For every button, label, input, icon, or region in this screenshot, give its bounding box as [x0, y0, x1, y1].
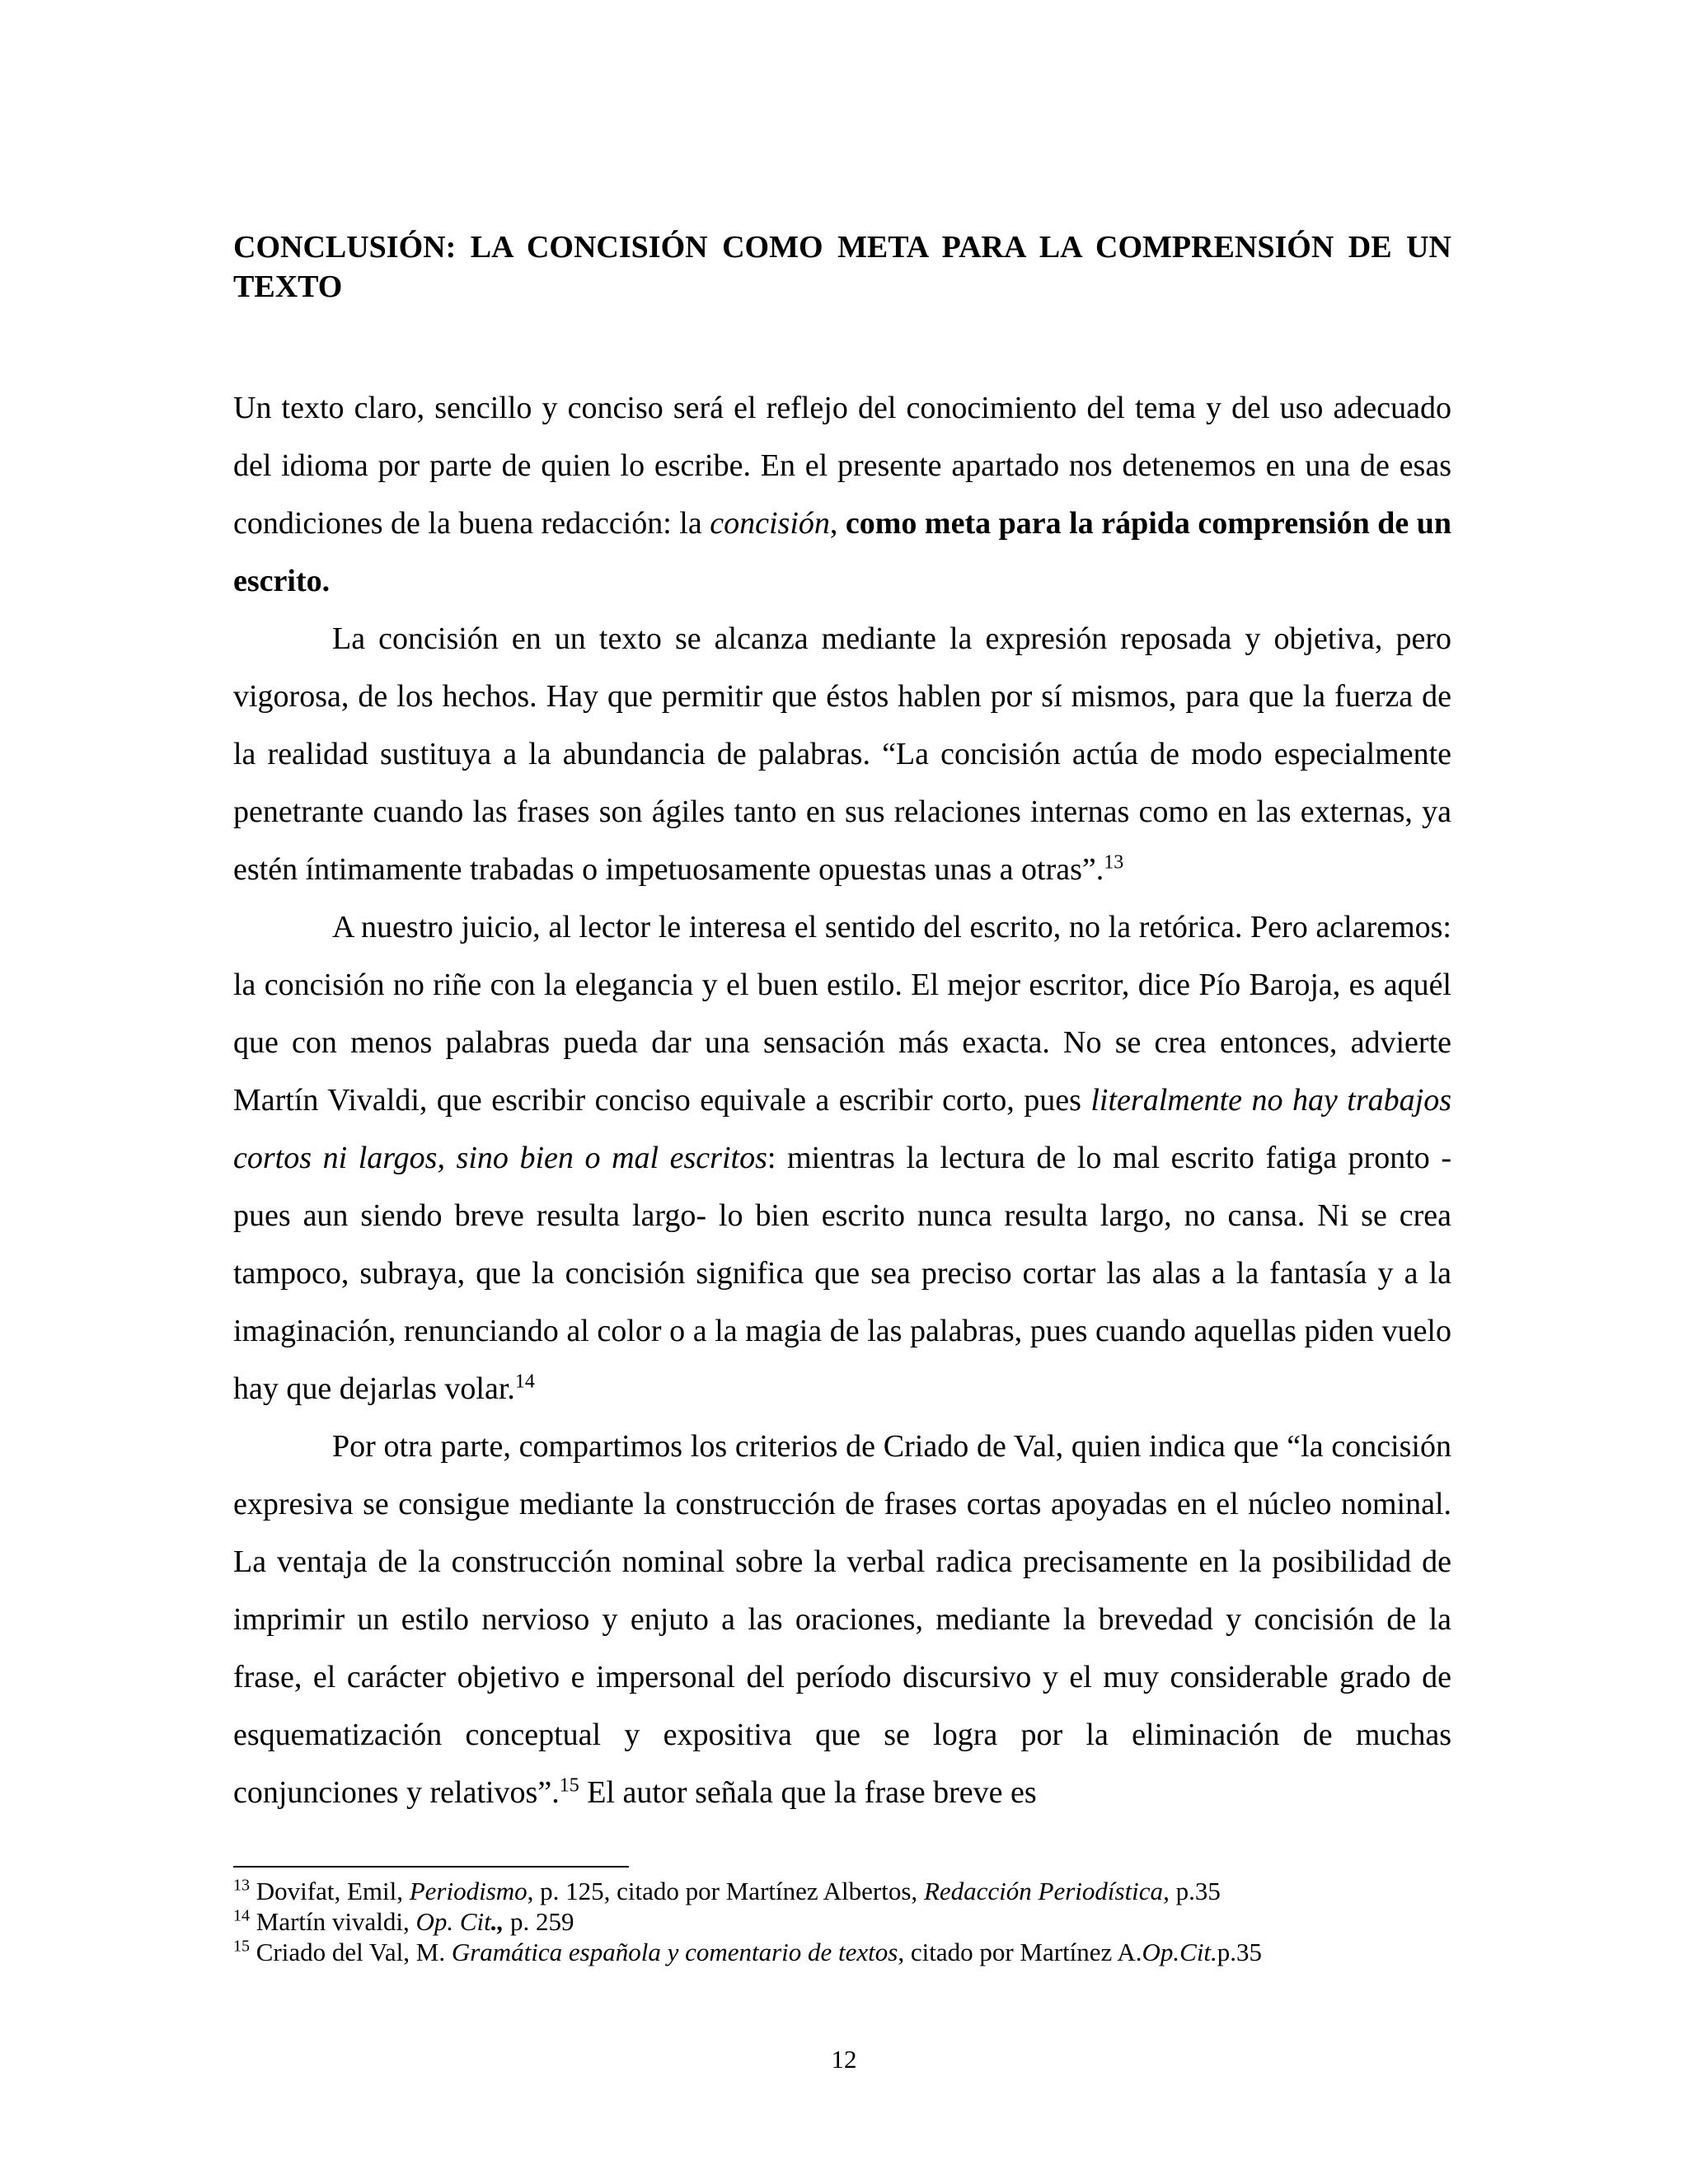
footnote-number: 13	[233, 1876, 250, 1895]
footnote-italic-title: Op.Cit.	[1142, 1938, 1217, 1966]
footnote-italic-title: Redacción Periodística	[923, 1877, 1164, 1905]
footnote-number: 14	[233, 1906, 250, 1925]
footnote-italic-title: Op. Cit	[415, 1907, 491, 1936]
paragraph-4-text: Por otra parte, compartimos los criterios de Criado de Val, quien indica que “la concisión expresiva se consigue mediante la construcción de frases cortas apoyadas en el núcleo nominal. La ventaja de la construcción nominal sobre la verbal radica precisamente en la posibilidad de imprimir un estilo nervioso y enjuto a las oraciones, mediante la brevedad y concisión de la frase, el carácter objetivo e impersonal del período discursivo y el muy considerable grado de esquematización conceptual y expositiva que se logra por la eliminación de muchas conjunciones y relativos”.	[233, 1429, 1451, 1810]
body-text	[233, 379, 1451, 1821]
footnotes	[233, 1876, 1451, 1967]
paragraph-1-text: Un texto claro, sencillo y conciso será el reflejo del conocimiento del tema y del uso adecuado del idioma por parte de quien lo escribe. En el presente apartado nos detenemos en una de esas condiciones de la buena redacción: la	[233, 391, 1451, 541]
footnote-text: Martín vivaldi,	[250, 1907, 416, 1936]
footnote-ref-15: 15	[559, 1774, 579, 1797]
paragraph-3-text: A nuestro juicio, al lector le interesa el sentido del escrito, no la retórica. Pero aclaremos: la concisión no riñe con la elegancia y el buen estilo. El mejor escritor, dice Pío Baroja, es aquél que con menos palabras pueda dar una sensación más exacta. No se crea entonces, advierte Martín Vivaldi, que escribir conciso equivale a escribir corto, pues	[233, 910, 1451, 1118]
footnote-italic-title: Gramática española y comentario de textos	[451, 1938, 898, 1966]
footnote-number: 15	[233, 1937, 250, 1956]
page-number: 12	[831, 2045, 857, 2074]
section-heading: CONCLUSIÓN: LA CONCISIÓN COMO META PARA LA COMPRENSIÓN DE UN TEXTO	[233, 230, 1451, 304]
footnote-text: , citado por Martínez A.	[898, 1938, 1142, 1966]
footnote-text: Criado del Val, M.	[250, 1938, 452, 1966]
paragraph-1-separator: ,	[829, 506, 846, 541]
paragraph-3-text-continued: : mientras la lectura de lo mal escrito fatiga pronto -pues aun siendo breve resulta largo- lo bien escrito nunca resulta largo, no cansa. Ni se crea tampoco, subraya, que la concisión significa que sea preciso cortar las alas a la fantasía y a la imaginación, renunciando al color o a la magia de las palabras, pues cuando aquellas piden vuelo hay que dejarlas volar.	[233, 1141, 1451, 1406]
footnote-separator	[233, 1866, 629, 1868]
footnote-bold-italic-punct: .,	[490, 1907, 504, 1936]
footnote-ref-14: 14	[514, 1371, 535, 1393]
footnote-13	[233, 1876, 1451, 1906]
footnote-text: , p.35	[1163, 1877, 1221, 1905]
footnote-15	[233, 1937, 1451, 1967]
footnote-text: p. 259	[504, 1907, 574, 1936]
footnote-text: p.35	[1217, 1938, 1263, 1966]
paragraph-1-italic-term: concisión	[710, 506, 830, 541]
footnote-italic-title: Periodismo	[409, 1877, 528, 1905]
footnote-text: , p. 125, citado por Martínez Albertos,	[527, 1877, 924, 1905]
paragraph-3	[233, 898, 1451, 1418]
paragraph-4-text-continued: El autor señala que la frase breve es	[579, 1775, 1037, 1810]
paragraph-4	[233, 1418, 1451, 1821]
paragraph-2-text: La concisión en un texto se alcanza mediante la expresión reposada y objetiva, pero vigorosa, de los hechos. Hay que permitir que éstos hablen por sí mismos, para que la fuerza de la realidad sustituya a la abundancia de palabras. “La concisión actúa de modo especialmente penetrante cuando las frases son ágiles tanto en sus relaciones internas como en las externas, ya estén íntimamente trabadas o impetuosamente opuestas unas a otras”.	[233, 621, 1451, 887]
footnote-ref-13: 13	[1104, 851, 1124, 874]
paragraph-2	[233, 610, 1451, 898]
footnote-text: Dovifat, Emil,	[250, 1877, 410, 1905]
paragraph-1-bold-phrase: como meta para la rápida comprensión de un escrito.	[233, 506, 1452, 598]
footnote-14	[233, 1906, 1451, 1937]
paragraph-1	[233, 379, 1451, 610]
paragraph-3-italic-quote: literalmente no hay trabajos cortos ni largos, sino bien o mal escritos	[233, 1083, 1451, 1175]
